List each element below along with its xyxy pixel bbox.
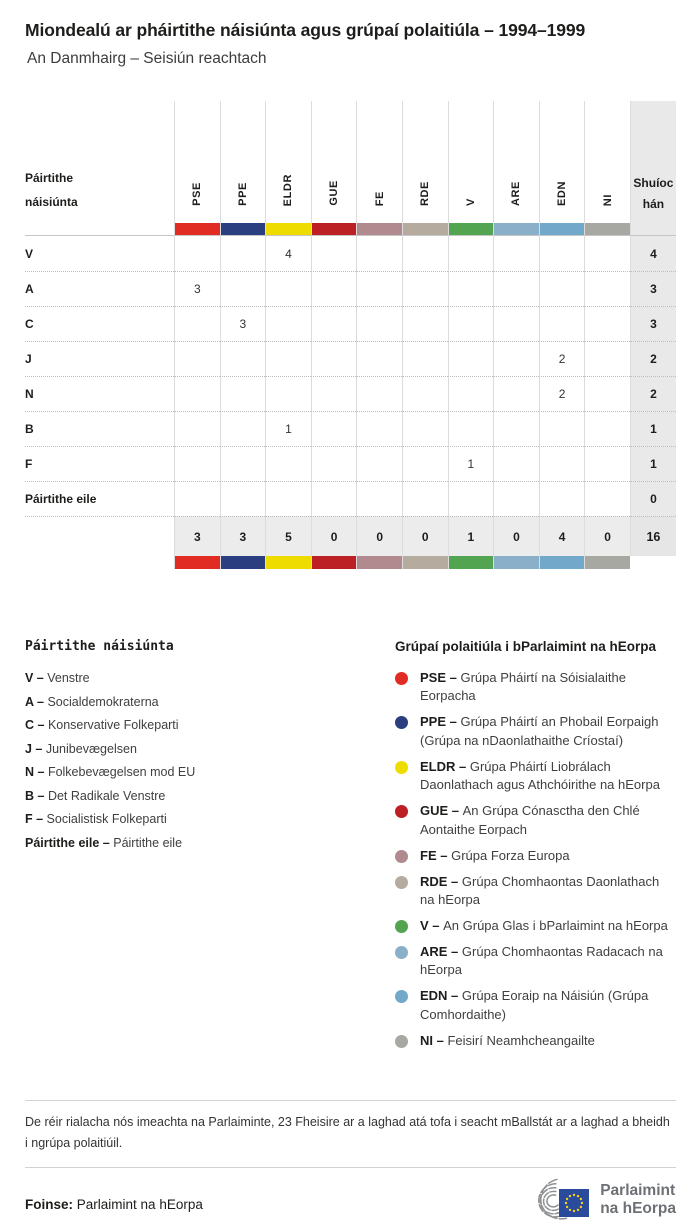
legend-item-V: V – Venstre (25, 671, 90, 685)
total-PPE: 3 (220, 516, 266, 556)
column-color-bar-EDN (539, 223, 585, 236)
cell-B-NI (584, 411, 630, 446)
cell-V-EDN (539, 236, 585, 271)
column-color-bar-ELDR (265, 223, 311, 236)
seats-B: 1 (630, 411, 676, 446)
color-dot-RDE (395, 876, 408, 889)
cell-A-RDE (402, 271, 448, 306)
cell-J-ELDR (265, 341, 311, 376)
bottom-color-bar-PSE (174, 556, 220, 569)
cell-J-NI (584, 341, 630, 376)
legend-group-item-RDE: RDE – Grúpa Chomhaontas Daonlathach na hEorpa (395, 873, 676, 910)
seats-V: 4 (630, 236, 676, 271)
bottom-corner-spacer (25, 556, 174, 569)
cell-A-NI (584, 271, 630, 306)
cell-C-RDE (402, 306, 448, 341)
total-NI: 0 (584, 516, 630, 556)
totals-row-spacer (25, 516, 174, 556)
table-corner-label: Páirtithe náisiúnta (25, 171, 78, 209)
cell-C-ELDR (265, 306, 311, 341)
source-line (25, 1197, 203, 1224)
cell-Páirtithe-eile-PPE (220, 481, 266, 516)
bottom-color-bar-FE (356, 556, 402, 569)
cell-N-NI (584, 376, 630, 411)
page-subtitle: An Danmhairg – Seisiún reachtach (27, 50, 267, 67)
bottom-color-bar-NI (584, 556, 630, 569)
cell-C-V (448, 306, 494, 341)
legend-item-N: N – Folkebevægelsen mod EU (25, 765, 196, 779)
legend-group-item-EDN: EDN – Grúpa Eoraip na Náisiún (Grúpa Comhordaithe) (395, 987, 676, 1024)
legends-section (25, 639, 676, 1058)
legend-groups (395, 639, 676, 1058)
cell-B-FE (356, 411, 402, 446)
cell-V-RDE (402, 236, 448, 271)
cell-N-ELDR (265, 376, 311, 411)
column-header-PPE: PPE (220, 101, 266, 223)
cell-C-PSE (174, 306, 220, 341)
cell-N-EDN: 2 (539, 376, 585, 411)
cell-Páirtithe-eile-ARE (493, 481, 539, 516)
cell-B-EDN (539, 411, 585, 446)
column-header-V: V (448, 101, 494, 223)
cell-F-V: 1 (448, 446, 494, 481)
cell-F-EDN (539, 446, 585, 481)
bottom-color-bar-ARE (493, 556, 539, 569)
legend-national-title: Páirtithe náisiúnta (25, 639, 174, 654)
cell-A-PSE: 3 (174, 271, 220, 306)
cell-V-ELDR: 4 (265, 236, 311, 271)
cell-N-ARE (493, 376, 539, 411)
eu-flag-icon (559, 1189, 589, 1217)
cell-C-FE (356, 306, 402, 341)
row-label-J: J (25, 341, 174, 376)
cell-V-ARE (493, 236, 539, 271)
cell-A-PPE (220, 271, 266, 306)
legend-group-item-FE: FE – Grúpa Forza Europa (395, 847, 676, 865)
legend-group-item-PSE: PSE – Grúpa Pháirtí na Sóisialaithe Eorpacha (395, 669, 676, 706)
cell-B-V (448, 411, 494, 446)
seats-column-header: Shuíoc hán (630, 101, 676, 223)
cell-A-V (448, 271, 494, 306)
page-title: Miondealú ar pháirtithe náisiúnta agus grúpaí polaitiúla – 1994–1999 (25, 20, 586, 40)
ep-logo (526, 1176, 676, 1224)
cell-Páirtithe-eile-NI (584, 481, 630, 516)
legend-national-items (25, 671, 395, 850)
cell-Páirtithe-eile-RDE (402, 481, 448, 516)
cell-F-PPE (220, 446, 266, 481)
cell-J-GUE (311, 341, 357, 376)
cell-J-RDE (402, 341, 448, 376)
cell-V-V (448, 236, 494, 271)
seats-A: 3 (630, 271, 676, 306)
column-color-bar-RDE (402, 223, 448, 236)
cell-F-FE (356, 446, 402, 481)
cell-A-GUE (311, 271, 357, 306)
seats-N: 2 (630, 376, 676, 411)
legend-groups-items (395, 669, 676, 1050)
seats-table (25, 101, 676, 569)
column-color-bar-ARE (493, 223, 539, 236)
legend-group-item-ARE: ARE – Grúpa Chomhaontas Radacach na hEorpa (395, 943, 676, 980)
cell-F-ARE (493, 446, 539, 481)
color-dot-ARE (395, 946, 408, 959)
seats-column-spacer (630, 223, 676, 236)
bottom-color-bar-PPE (220, 556, 266, 569)
cell-Páirtithe-eile-EDN (539, 481, 585, 516)
legend-group-item-ELDR: ELDR – Grúpa Pháirtí Liobrálach Daonlathach agus Athchóirithe na hEorpa (395, 758, 676, 795)
cell-J-ARE (493, 341, 539, 376)
column-header-RDE: RDE (402, 101, 448, 223)
legend-item-F: F – Socialistisk Folkeparti (25, 812, 167, 826)
cell-J-PSE (174, 341, 220, 376)
cell-A-ARE (493, 271, 539, 306)
legend-group-item-V: V – An Grúpa Glas i bParlaimint na hEorpa (395, 917, 676, 935)
row-label-N: N (25, 376, 174, 411)
row-label-B: B (25, 411, 174, 446)
cell-B-ELDR: 1 (265, 411, 311, 446)
legend-group-item-NI: NI – Feisirí Neamhcheangailte (395, 1032, 676, 1050)
row-label-C: C (25, 306, 174, 341)
total-EDN: 4 (539, 516, 585, 556)
column-color-bar-GUE (311, 223, 357, 236)
color-dot-EDN (395, 990, 408, 1003)
color-dot-NI (395, 1035, 408, 1048)
cell-J-PPE (220, 341, 266, 376)
cell-N-FE (356, 376, 402, 411)
footer (25, 1176, 676, 1224)
column-header-PSE: PSE (174, 101, 220, 223)
cell-A-EDN (539, 271, 585, 306)
cell-Páirtithe-eile-FE (356, 481, 402, 516)
cell-N-V (448, 376, 494, 411)
source-label: Foinse: (25, 1197, 74, 1213)
color-dot-V (395, 920, 408, 933)
cell-C-EDN (539, 306, 585, 341)
bottom-color-bar-GUE (311, 556, 357, 569)
cell-F-RDE (402, 446, 448, 481)
cell-F-NI (584, 446, 630, 481)
legend-group-item-PPE: PPE – Grúpa Pháirtí an Phobail Eorpaigh (Grúpa na nDaonlathaithe Críostaí) (395, 713, 676, 750)
grand-total: 16 (630, 516, 676, 556)
total-RDE: 0 (402, 516, 448, 556)
cell-A-ELDR (265, 271, 311, 306)
color-dot-PPE (395, 716, 408, 729)
cell-B-RDE (402, 411, 448, 446)
cell-B-ARE (493, 411, 539, 446)
cell-C-PPE: 3 (220, 306, 266, 341)
cell-F-ELDR (265, 446, 311, 481)
cell-F-GUE (311, 446, 357, 481)
column-color-bar-NI (584, 223, 630, 236)
color-dot-ELDR (395, 761, 408, 774)
bottom-color-bar-V (448, 556, 494, 569)
cell-N-GUE (311, 376, 357, 411)
bottom-color-bar-EDN (539, 556, 585, 569)
row-label-V: V (25, 246, 34, 261)
column-color-bar-V (448, 223, 494, 236)
legend-item-B: B – Det Radikale Venstre (25, 788, 166, 803)
column-color-bar-PPE (220, 223, 266, 236)
column-header-GUE: GUE (311, 101, 357, 223)
column-header-FE: FE (356, 101, 402, 223)
cell-V-NI (584, 236, 630, 271)
total-ELDR: 5 (265, 516, 311, 556)
total-PSE: 3 (174, 516, 220, 556)
cell-C-GUE (311, 306, 357, 341)
bottom-color-bar-RDE (402, 556, 448, 569)
legend-national (25, 639, 395, 1058)
cell-A-FE (356, 271, 402, 306)
cell-B-GUE (311, 411, 357, 446)
column-header-ARE: ARE (493, 101, 539, 223)
note-text: De réir rialacha nós imeachta na Parlaiminte, 23 Fheisire ar a laghad atá tofa i seacht mBallstát ar a laghad a bheidh i ngrúpa polaitiúil. (25, 1100, 676, 1169)
cell-N-PPE (220, 376, 266, 411)
cell-Páirtithe-eile-V (448, 481, 494, 516)
cell-V-PSE (174, 236, 220, 271)
total-V: 1 (448, 516, 494, 556)
row-label-F: F (25, 446, 174, 481)
cell-B-PSE (174, 411, 220, 446)
total-ARE: 0 (493, 516, 539, 556)
row-label-A: A (25, 271, 174, 306)
bottom-color-bar-ELDR (265, 556, 311, 569)
cell-F-PSE (174, 446, 220, 481)
cell-N-PSE (174, 376, 220, 411)
corner-spacer (25, 223, 174, 236)
cell-V-FE (356, 236, 402, 271)
legend-item-C: C – Konservative Folkeparti (25, 718, 179, 732)
column-color-bar-FE (356, 223, 402, 236)
legend-group-item-GUE: GUE – An Grúpa Cónasctha den Chlé Aontaithe Eorpach (395, 802, 676, 839)
column-color-bar-PSE (174, 223, 220, 236)
color-dot-GUE (395, 805, 408, 818)
color-dot-FE (395, 850, 408, 863)
seats-J: 2 (630, 341, 676, 376)
cell-Páirtithe-eile-GUE (311, 481, 357, 516)
column-header-NI: NI (584, 101, 630, 223)
cell-J-V (448, 341, 494, 376)
total-GUE: 0 (311, 516, 357, 556)
total-FE: 0 (356, 516, 402, 556)
legend-item-Páirtithe-eile: Páirtithe eile – Páirtithe eile (25, 835, 183, 850)
cell-C-NI (584, 306, 630, 341)
cell-B-PPE (220, 411, 266, 446)
cell-Páirtithe-eile-PSE (174, 481, 220, 516)
cell-V-PPE (220, 236, 266, 271)
seats-C: 3 (630, 306, 676, 341)
legend-groups-title: Grúpaí polaitiúla i bParlaimint na hEorpa (395, 639, 657, 654)
row-label-Páirtithe-eile: Páirtithe eile (25, 481, 174, 516)
ep-logo-text-line2: na hEorpa (600, 1200, 676, 1218)
column-header-ELDR: ELDR (265, 101, 311, 223)
legend-item-A: A – Socialdemokraterna (25, 694, 159, 709)
color-dot-PSE (395, 672, 408, 685)
column-header-EDN: EDN (539, 101, 585, 223)
cell-C-ARE (493, 306, 539, 341)
ep-hemicycle-icon (526, 1176, 592, 1224)
ep-logo-text (600, 1182, 676, 1218)
cell-N-RDE (402, 376, 448, 411)
cell-J-EDN: 2 (539, 341, 585, 376)
cell-J-FE (356, 341, 402, 376)
seats-Páirtithe-eile: 0 (630, 481, 676, 516)
ep-logo-text-line1: Parlaimint (600, 1182, 676, 1200)
legend-item-J: J – Junibevægelsen (25, 741, 137, 756)
bottom-seats-spacer (630, 556, 676, 569)
seats-F: 1 (630, 446, 676, 481)
cell-Páirtithe-eile-ELDR (265, 481, 311, 516)
source-value: Parlaimint na hEorpa (76, 1197, 203, 1213)
cell-V-GUE (311, 236, 357, 271)
